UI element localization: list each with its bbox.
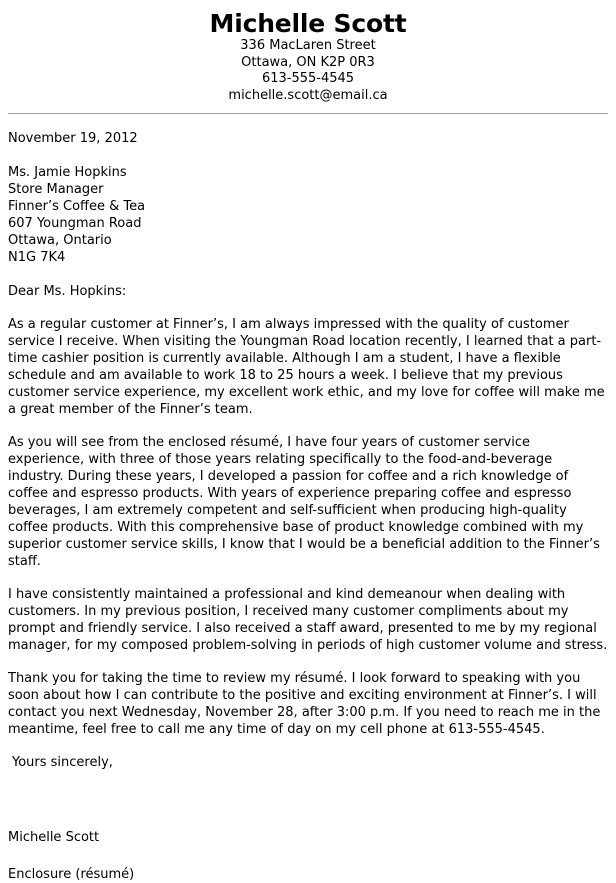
sender-street-address: 336 MacLaren Street (240, 38, 376, 53)
recipient-postal-code: N1G 7K4 (8, 250, 66, 265)
sender-city-line: Ottawa, ON K2P 0R3 (241, 54, 375, 70)
sender-name: Michelle Scott (209, 9, 407, 38)
recipient-company: Finner’s Coffee & Tea (8, 199, 146, 214)
body-paragraph-1: As a regular customer at Finner’s, I am always impressed with the quality of customer service I receive. When visiting the Youngman Road location recently, I learned that a part-time cashier position is currently available. Although I am a student, I have a flexible schedule and am available to work 18 to 25 hours a week. I believe that my previous customer service experience, my excellent work ethic, and my love for coffee will make me a great member of the Finner’s team. (8, 317, 605, 417)
sender-phone: 613-555-4545 (261, 71, 355, 86)
recipient-title: Store Manager (8, 182, 104, 197)
sender-email: michelle.scott@email.ca (228, 87, 388, 103)
recipient-city: Ottawa, Ontario (8, 233, 112, 248)
letterhead (8, 0, 608, 104)
body-paragraph-4: Thank you for taking the time to review my résumé. I look forward to speaking with you soon about how I can contribute to the positive and exciting environment at Finner’s. I will contact you next Wednesday, November 28, after 3:00 p.m. If you need to reach me in the meantime, feel free to call me any time of day on my cell phone at 613-555-4545. (8, 671, 601, 737)
signature-name: Michelle Scott (8, 830, 100, 845)
letter-body (8, 114, 608, 883)
body-paragraph-2: As you will see from the enclosed résumé, I have four years of customer service experience, with three of those years relating specifically to the food-and-beverage industry. During these years, I developed a passion for coffee and a rich knowledge of coffee and espresso products. With years of experience preparing coffee and espresso beverages, I am extremely competent and self-sufficient when producing high-quality coffee products. With this comprehensive base of product knowledge combined with my superior customer service skills, I know that I would be a beneficial addition to the Finner’s staff. (8, 435, 600, 569)
closing-salutation: Yours sincerely, (12, 755, 113, 770)
letter-date: November 19, 2012 (8, 131, 138, 146)
recipient-street: 607 Youngman Road (8, 216, 142, 231)
recipient-address-block (8, 164, 608, 266)
salutation: Dear Ms. Hopkins: (8, 284, 127, 299)
enclosure-note: Enclosure (résumé) (8, 867, 135, 882)
body-paragraph-3: I have consistently maintained a professional and kind demeanour when dealing with customers. In my previous position, I received many customer compliments about my prompt and friendly service. I also received a staff award, presented to me by my regional manager, for my composed problem-solving in periods of high customer volume and stress. (8, 587, 608, 653)
recipient-name: Ms. Jamie Hopkins (8, 165, 127, 180)
